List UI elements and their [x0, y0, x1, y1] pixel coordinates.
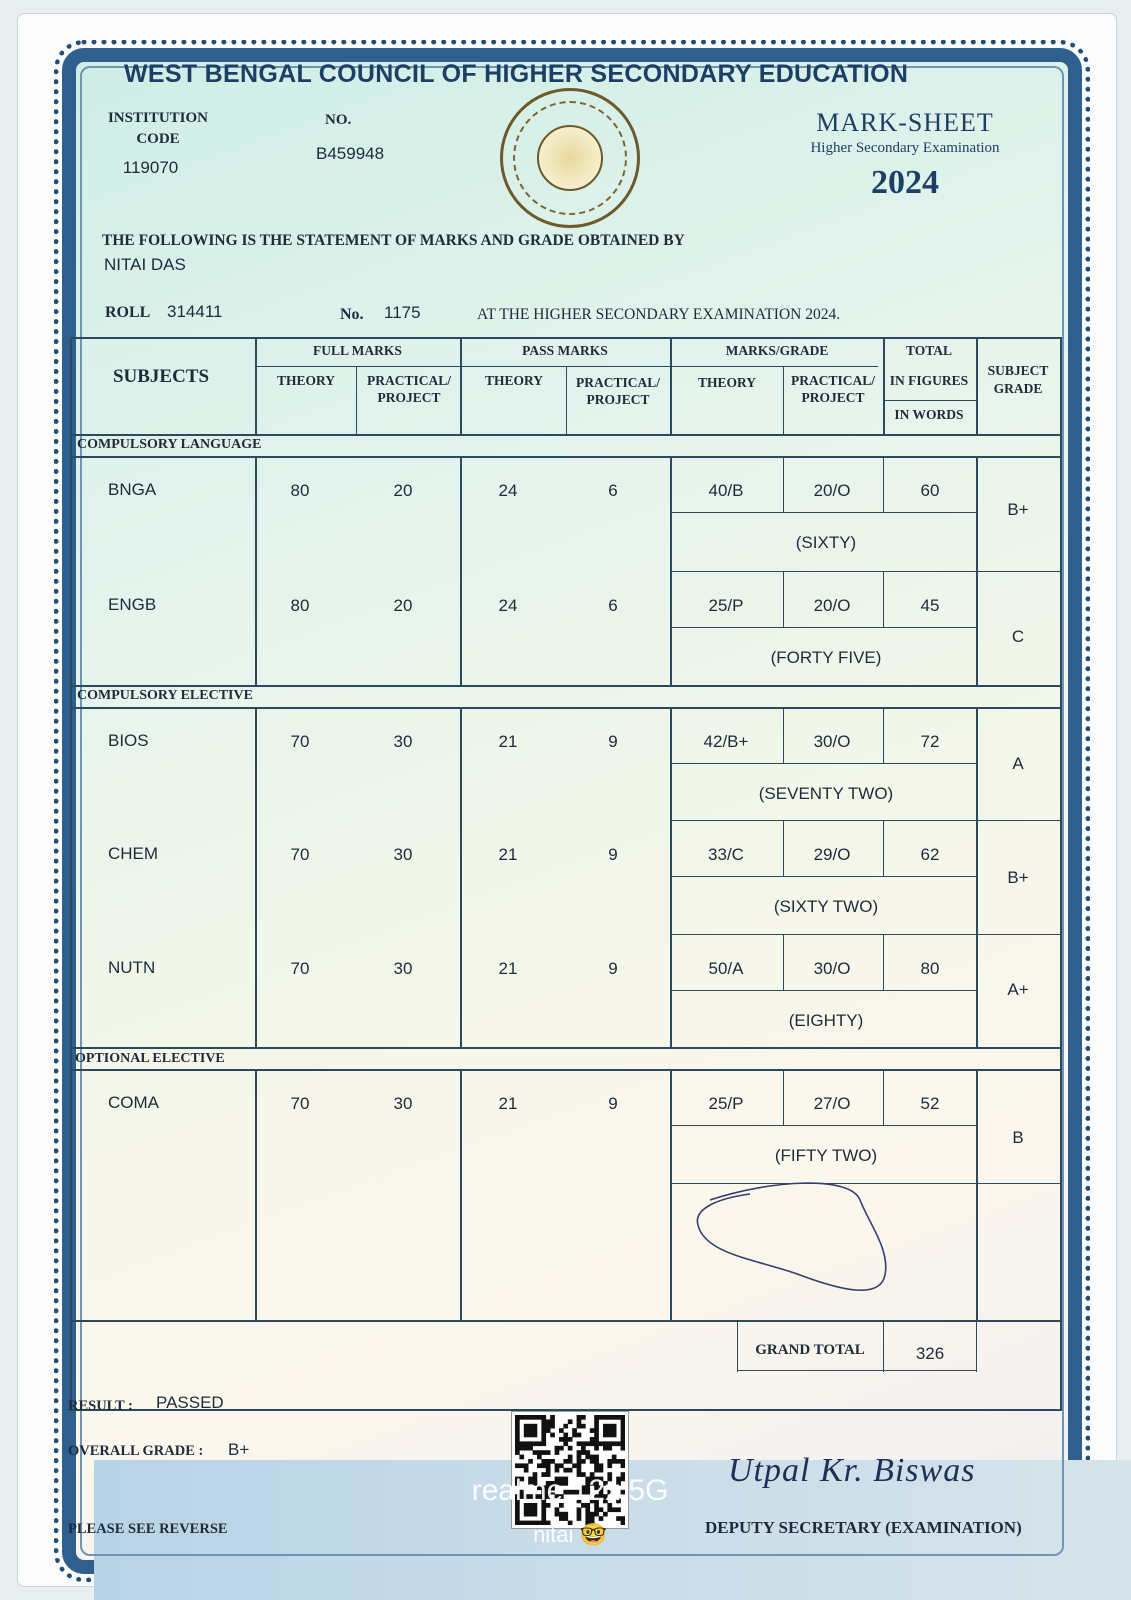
table-rule	[670, 990, 976, 991]
result-value: PASSED	[156, 1393, 224, 1412]
please-see-reverse: PLEASE SEE REVERSE	[68, 1521, 228, 1537]
full-marks-practical: 30	[393, 1094, 413, 1113]
full-marks-theory: 70	[290, 845, 310, 864]
exam-year: 2024	[871, 164, 939, 201]
marks-practical: 20/O	[813, 481, 851, 500]
total-in-words: (SEVENTY TWO)	[758, 784, 894, 803]
marks-theory: 25/P	[708, 1094, 744, 1113]
marks-theory: 33/C	[708, 845, 744, 864]
header-subject-grade-1: SUBJECT	[987, 363, 1049, 378]
subject-code: CHEM	[108, 844, 159, 863]
table-rule	[670, 763, 976, 764]
total-in-figures: 45	[920, 596, 940, 615]
subject-grade: B+	[1007, 868, 1029, 887]
table-rule	[783, 1069, 784, 1125]
table-rule	[255, 456, 257, 685]
table-rule	[670, 627, 976, 628]
subject-code: BIOS	[108, 731, 149, 750]
subject-grade: B	[1012, 1128, 1024, 1147]
cancellation-scribble-icon	[690, 1180, 905, 1310]
pass-marks-practical: 9	[608, 732, 618, 751]
table-top-rule	[70, 337, 1060, 339]
header-pass-theory: THEORY	[484, 373, 544, 388]
subject-code: BNGA	[108, 480, 157, 499]
pass-marks-theory: 24	[498, 481, 518, 500]
full-marks-practical: 20	[393, 481, 413, 500]
council-title: WEST BENGAL COUNCIL OF HIGHER SECONDARY EDUCATION	[124, 60, 909, 88]
institution-code: 119070	[122, 158, 179, 177]
table-rule	[783, 456, 784, 512]
table-rule	[883, 456, 884, 512]
marks-theory: 50/A	[708, 959, 744, 978]
marks-theory: 40/B	[708, 481, 744, 500]
marks-practical: 29/O	[813, 845, 851, 864]
roll-value: 314411	[167, 302, 223, 321]
subject-grade: A+	[1007, 980, 1029, 999]
header-subject-grade-2: GRADE	[993, 381, 1043, 396]
roll-label: ROLL	[105, 304, 151, 321]
table-rule	[356, 366, 357, 434]
total-in-figures: 60	[920, 481, 940, 500]
table-rule	[883, 820, 884, 876]
table-rule	[883, 1069, 884, 1125]
statement-intro: THE FOLLOWING IS THE STATEMENT OF MARKS AND GRADE OBTAINED BY	[102, 232, 685, 249]
table-rule	[670, 571, 1060, 572]
table-rule	[737, 1320, 738, 1372]
table-rule	[783, 934, 784, 990]
total-in-figures: 62	[920, 845, 940, 864]
table-rule	[460, 456, 462, 685]
table-rule	[670, 934, 1060, 935]
serial-no: B459948	[316, 144, 385, 163]
student-name: NITAI DAS	[104, 255, 186, 274]
overall-grade-label: OVERALL GRADE :	[68, 1443, 204, 1459]
subject-grade: B+	[1007, 500, 1029, 519]
header-full-marks: FULL MARKS	[313, 343, 402, 358]
table-rule	[670, 820, 1060, 821]
table-rule	[566, 366, 567, 434]
total-in-figures: 72	[920, 732, 940, 751]
table-rule	[670, 512, 976, 513]
header-total: TOTAL	[905, 343, 953, 358]
header-subjects: SUBJECTS	[112, 366, 210, 387]
table-rule	[883, 400, 976, 401]
table-rule	[976, 1320, 977, 1372]
section-optional-elective: OPTIONAL ELECTIVE	[75, 1051, 225, 1066]
signatory-title: DEPUTY SECRETARY (EXAMINATION)	[705, 1518, 1022, 1537]
header-full-theory: THEORY	[276, 373, 336, 388]
subject-code: COMA	[108, 1093, 159, 1112]
marksheet-subtitle: Higher Secondary Examination	[810, 140, 1000, 156]
marks-practical: 20/O	[813, 596, 851, 615]
table-rule	[883, 571, 884, 627]
pass-marks-theory: 21	[498, 845, 518, 864]
grand-total-label: GRAND TOTAL	[755, 1342, 865, 1358]
roll-no-label: No.	[340, 306, 364, 323]
table-rule	[460, 1069, 462, 1320]
roll-no: 1175	[384, 303, 421, 322]
table-rule	[737, 1370, 977, 1371]
pass-marks-theory: 21	[498, 1094, 518, 1113]
camera-watermark: realme 12x 5G	[471, 1474, 669, 1507]
header-in-figures: IN FIGURES	[889, 373, 969, 388]
institution-code-label-1: INSTITUTION	[107, 110, 209, 126]
table-rule	[70, 685, 1060, 687]
subject-grade: A	[1012, 754, 1024, 773]
table-rule	[783, 820, 784, 876]
full-marks-practical: 20	[393, 596, 413, 615]
header-marks-practical-2: PROJECT	[801, 390, 865, 405]
header-pass-marks: PASS MARKS	[522, 343, 608, 358]
table-rule	[670, 1125, 976, 1126]
subject-grade: C	[1011, 627, 1025, 646]
table-rule	[883, 1320, 884, 1372]
table-rule	[70, 434, 1060, 436]
header-in-words: IN WORDS	[894, 407, 964, 422]
full-marks-practical: 30	[393, 732, 413, 751]
table-rule	[255, 1069, 257, 1320]
full-marks-theory: 70	[290, 959, 310, 978]
subject-code: NUTN	[108, 958, 156, 977]
marks-practical: 27/O	[813, 1094, 851, 1113]
header-marks-grade: MARKS/GRADE	[725, 343, 829, 358]
pass-marks-practical: 9	[608, 1094, 618, 1113]
pass-marks-theory: 24	[498, 596, 518, 615]
header-marks-theory: THEORY	[697, 375, 757, 390]
table-rule	[670, 1069, 672, 1320]
header-pass-practical-1: PRACTICAL/	[575, 375, 660, 390]
header-full-practical-2: PROJECT	[377, 390, 441, 405]
table-rule	[976, 1069, 978, 1320]
subject-code: ENGB	[108, 595, 157, 614]
total-in-words: (FORTY FIVE)	[770, 648, 882, 667]
header-marks-practical-1: PRACTICAL/	[790, 373, 875, 388]
exam-text: AT THE HIGHER SECONDARY EXAMINATION 2024.	[477, 306, 841, 323]
table-rule	[783, 571, 784, 627]
marks-practical: 30/O	[813, 732, 851, 751]
marks-theory: 42/B+	[703, 732, 749, 751]
full-marks-practical: 30	[393, 959, 413, 978]
pass-marks-theory: 21	[498, 732, 518, 751]
grand-total-value: 326	[915, 1344, 945, 1363]
total-in-figures: 80	[920, 959, 940, 978]
table-rule	[70, 707, 1060, 709]
pass-marks-practical: 9	[608, 845, 618, 864]
full-marks-theory: 70	[290, 1094, 310, 1113]
serial-no-label: NO.	[325, 112, 352, 128]
table-rule	[70, 1047, 1060, 1049]
signature: Utpal Kr. Biswas	[728, 1452, 976, 1489]
pass-marks-theory: 21	[498, 959, 518, 978]
overall-grade-value: B+	[228, 1440, 250, 1459]
table-rule	[783, 707, 784, 763]
total-in-words: (SIXTY)	[795, 533, 857, 552]
result-label: RESULT :	[68, 1398, 133, 1414]
table-rule	[70, 1069, 1060, 1071]
table-rule	[883, 934, 884, 990]
header-pass-practical-2: PROJECT	[586, 392, 650, 407]
council-seal-icon	[500, 88, 640, 228]
table-right-rule	[1060, 337, 1062, 1410]
table-rule	[883, 707, 884, 763]
table-left-rule	[70, 337, 72, 1410]
table-rule	[255, 707, 257, 1047]
pass-marks-practical: 6	[608, 481, 618, 500]
total-in-words: (FIFTY TWO)	[774, 1146, 878, 1165]
table-rule	[460, 707, 462, 1047]
table-rule	[70, 456, 1060, 458]
full-marks-practical: 30	[393, 845, 413, 864]
table-rule	[70, 1320, 1060, 1322]
marksheet-title: MARK-SHEET	[816, 108, 994, 137]
full-marks-theory: 70	[290, 732, 310, 751]
pass-marks-practical: 6	[608, 596, 618, 615]
marks-practical: 30/O	[813, 959, 851, 978]
table-rule	[670, 876, 976, 877]
full-marks-theory: 80	[290, 596, 310, 615]
total-in-words: (EIGHTY)	[788, 1011, 864, 1030]
section-compulsory-language: COMPULSORY LANGUAGE	[77, 437, 262, 452]
full-marks-theory: 80	[290, 481, 310, 500]
total-in-figures: 52	[920, 1094, 940, 1113]
camera-watermark-user: nitai 🤓	[533, 1522, 607, 1547]
institution-code-label-2: CODE	[136, 131, 180, 147]
marks-theory: 25/P	[708, 596, 744, 615]
header-full-practical-1: PRACTICAL/	[366, 373, 451, 388]
total-in-words: (SIXTY TWO)	[773, 897, 879, 916]
pass-marks-practical: 9	[608, 959, 618, 978]
qr-code-icon	[512, 1412, 628, 1528]
section-compulsory-elective: COMPULSORY ELECTIVE	[77, 688, 253, 703]
